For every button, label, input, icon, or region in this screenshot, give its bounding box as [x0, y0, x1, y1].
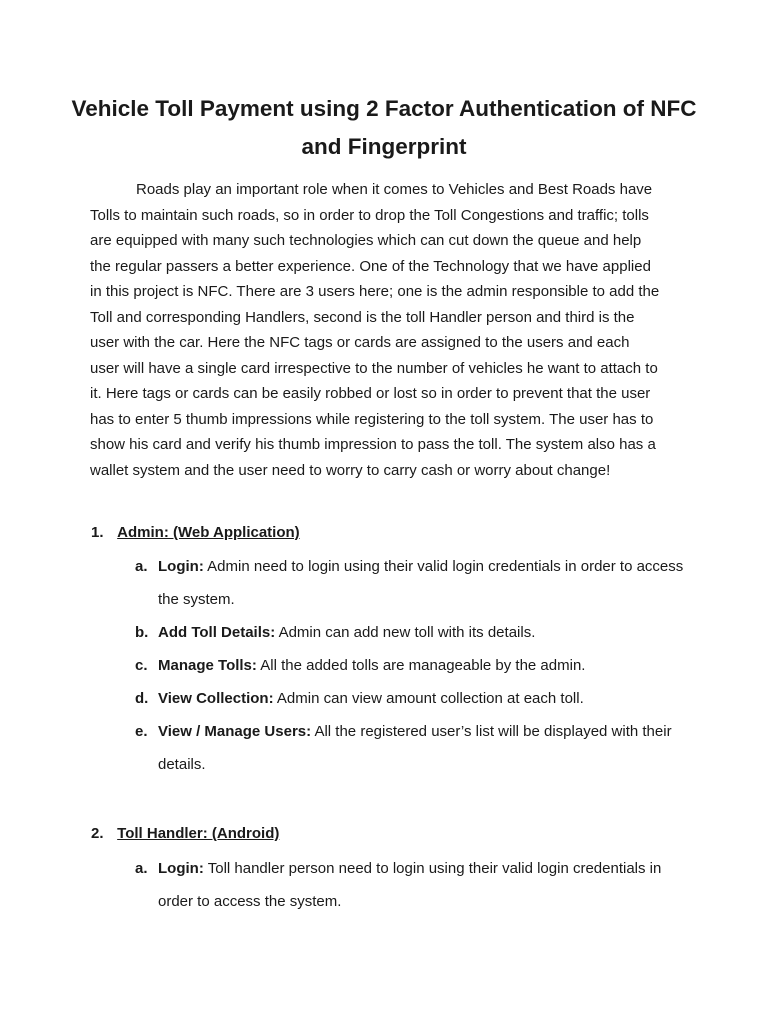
list-item-login: [135, 852, 695, 918]
item-term: View / Manage Users:: [158, 723, 312, 740]
list-item-view-manage-users: [135, 715, 695, 781]
item-letter: c.: [135, 657, 148, 674]
item-letter: e.: [135, 723, 148, 740]
item-term: Login:: [158, 860, 204, 877]
section-heading-admin: [91, 522, 300, 544]
section-heading-toll-handler: [91, 823, 279, 845]
item-body: [158, 649, 695, 682]
section-number: 1.: [91, 524, 104, 541]
item-term: Manage Tolls:: [158, 657, 257, 674]
item-body: [158, 682, 695, 715]
section-heading-text: Toll Handler: (Android): [117, 825, 280, 842]
list-item-view-collection: [135, 682, 695, 715]
item-text: All the added tolls are manageable by the admin.: [256, 657, 586, 674]
item-body: [158, 550, 695, 616]
item-letter: b.: [135, 624, 149, 641]
item-term: Login:: [158, 558, 204, 575]
section-number: 2.: [91, 825, 104, 842]
list-item-login: [135, 550, 695, 616]
item-term: View Collection:: [158, 690, 274, 707]
item-body: [158, 715, 695, 781]
item-text: All the registered user’s list will be displayed with their details.: [158, 723, 672, 773]
item-term: Add Toll Details:: [158, 624, 276, 641]
intro-text: Roads play an important role when it comes to Vehicles and Best Roads have Tolls to maintain such roads, so in order to drop the Toll Congestions and traffic; tolls are equipped with many such technologies which can cut down the queue and help the regular passers a better experience. One of the Technology that we have applied in this project is NFC. There are 3 users here; one is the admin responsible to add the Toll and corresponding Handlers, second is the toll Handler person and third is the user with the car. Here the NFC tags or cards are assigned to the users and each user will have a single card irrespective to the number of vehicles he want to attach to it. Here tags or cards can be easily robbed or lost so in order to prevent that the user has to enter 5 thumb impressions while registering to the toll system. The user has to show his card and verify his thumb impression to pass the toll. The system also has a wallet system and the user need to worry to carry cash or worry about change!: [90, 181, 660, 479]
list-item-manage-tolls: [135, 649, 695, 682]
item-letter: d.: [135, 690, 149, 707]
item-text: Admin can add new toll with its details.: [275, 624, 536, 641]
section-heading-text: Admin: (Web Application): [117, 524, 300, 541]
item-text: Toll handler person need to login using their valid login credentials in order to access the system.: [158, 860, 662, 910]
item-letter: a.: [135, 558, 148, 575]
list-item-add-toll-details: [135, 616, 695, 649]
item-text: Admin need to login using their valid login credentials in order to access the system.: [158, 558, 684, 608]
item-body: [158, 616, 695, 649]
item-letter: a.: [135, 860, 148, 877]
intro-paragraph: [90, 177, 662, 483]
document-title: Vehicle Toll Payment using 2 Factor Authentication of NFC and Fingerprint: [71, 96, 697, 159]
item-body: [158, 852, 695, 918]
item-text: Admin can view amount collection at each toll.: [273, 690, 584, 707]
